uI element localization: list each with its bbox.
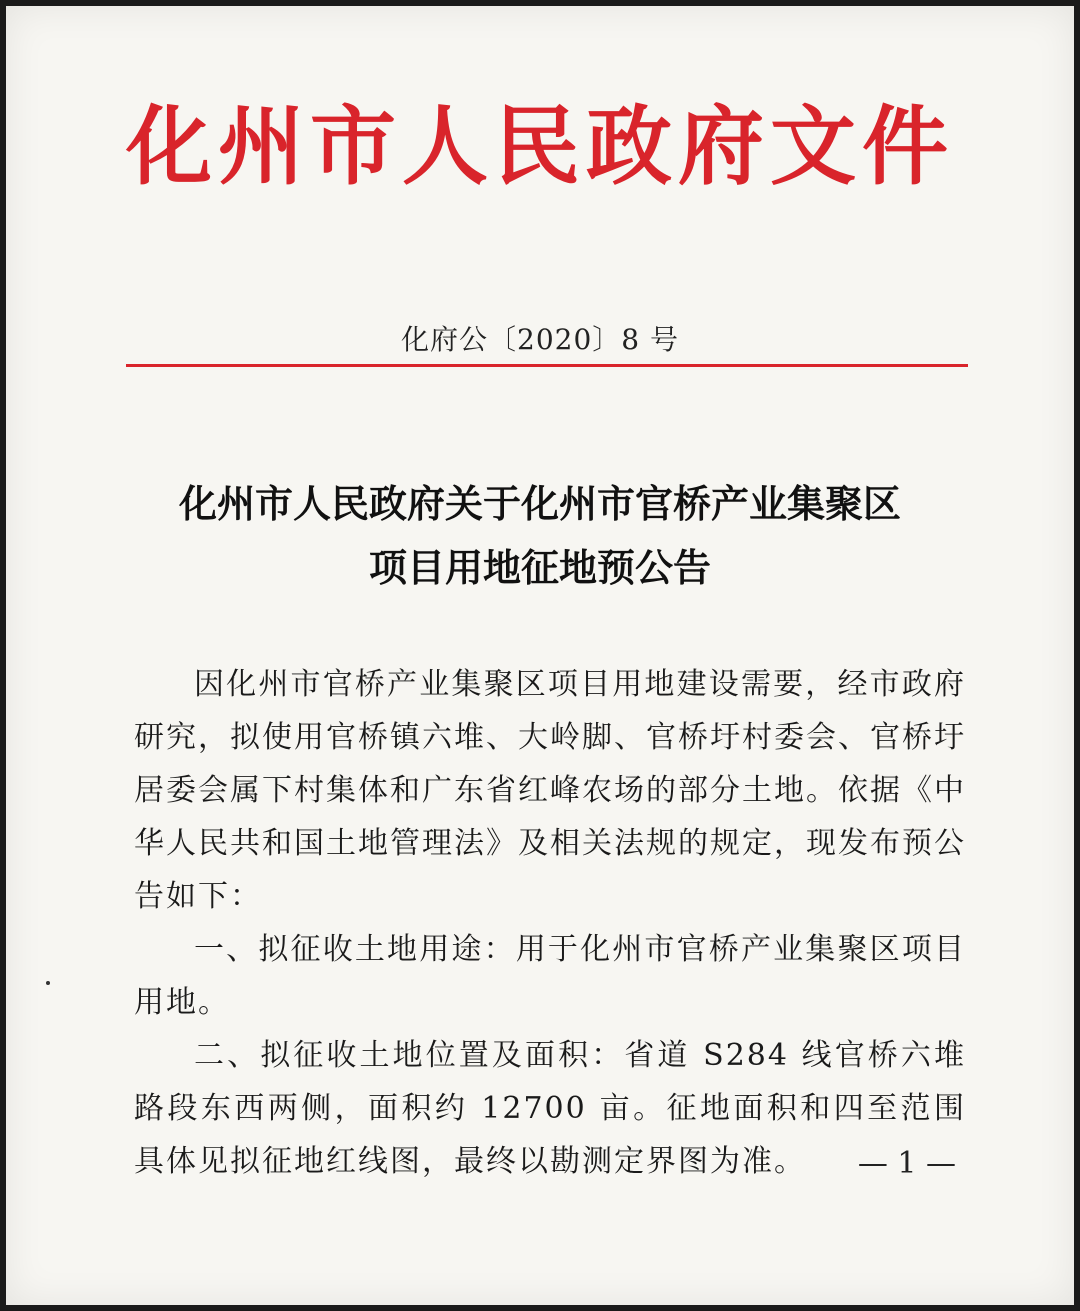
body-paragraph-location-area: 二、拟征收土地位置及面积：省道 S284 线官桥六堆路段东西两侧，面积约 12700 亩。征地面积和四至范围具体见拟征地红线图，最终以勘测定界图为准。 xyxy=(134,1038,966,1179)
issuing-authority-title: 化州市人民政府文件 xyxy=(126,97,954,197)
document-page xyxy=(6,6,1074,1305)
page-number: — 1 — xyxy=(857,1146,956,1181)
paper-speck xyxy=(46,981,50,985)
announcement-title-line-1: 化州市人民政府关于化州市官桥产业集聚区 xyxy=(178,482,901,526)
announcement-title-line-2: 项目用地征地预公告 xyxy=(368,546,711,590)
body-paragraph-land-use: 一、拟征收土地用途：用于化州市官桥产业集聚区项目用地。 xyxy=(134,932,966,1020)
announcement-title xyxy=(6,472,1074,600)
document-number: 化府公〔2020〕8 号 xyxy=(401,323,679,356)
body-paragraph-intro: 因化州市官桥产业集聚区项目用地建设需要，经市政府研究，拟使用官桥镇六堆、大岭脚、官桥圩村委会、官桥圩居委会属下村集体和广东省红峰农场的部分土地。依据《中华人民共和国土地管理法》及相关法规的规定，现发布预公告如下： xyxy=(134,667,966,914)
announcement-body xyxy=(134,658,966,1188)
red-separator-line xyxy=(126,364,968,367)
